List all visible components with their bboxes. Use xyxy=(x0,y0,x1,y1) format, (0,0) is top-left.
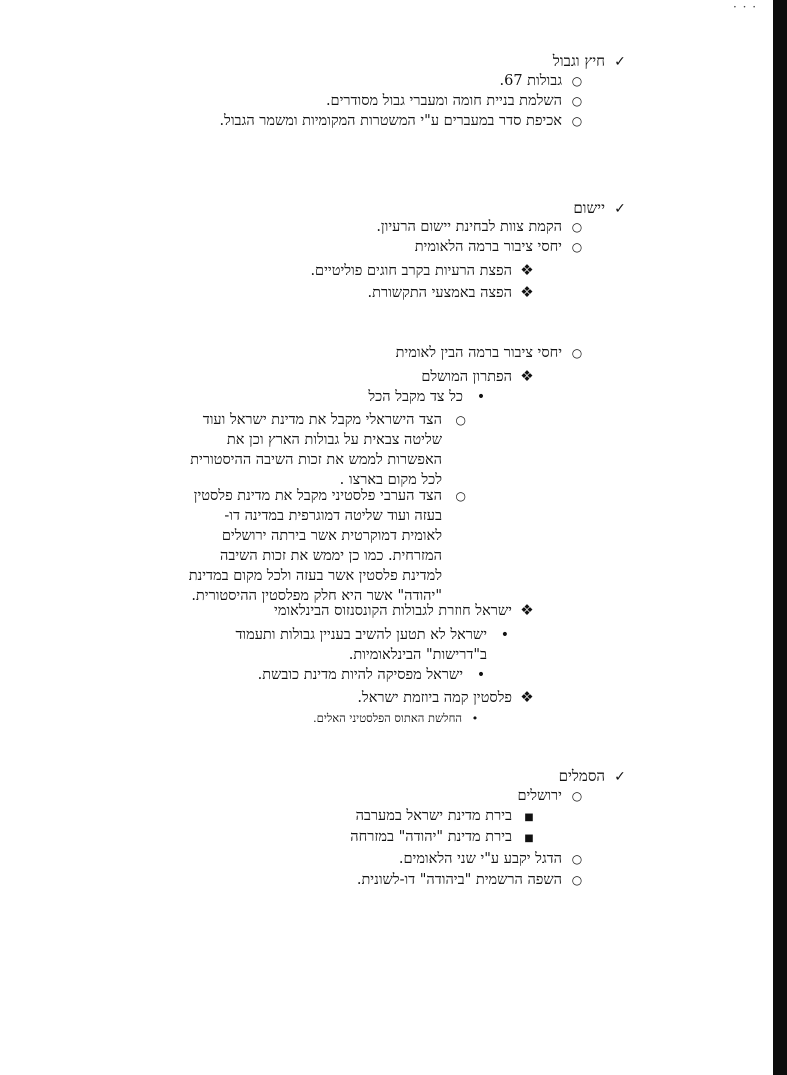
list-item: ❖פלסטין קמה ביוזמת ישראל. xyxy=(357,688,534,706)
circle-bullet-icon: ○ xyxy=(571,114,583,128)
circle-bullet-icon: ○ xyxy=(571,789,583,803)
dot-bullet-icon: • xyxy=(471,712,479,725)
list-item: •כל צד מקבל הכל xyxy=(368,389,486,405)
list-item: ○הדגל יקבע ע"י שני הלאומים. xyxy=(398,851,583,867)
section-heading-symbols xyxy=(559,767,629,786)
check-icon: ✓ xyxy=(614,769,626,785)
section-heading-implementation xyxy=(573,199,629,218)
diamond-bullet-icon: ❖ xyxy=(520,688,534,706)
paragraph-israeli-side: ○ הצד הישראלי מקבל את מדינת ישראל ועוד שליטה צבאית על גבולות הארץ וכן את האפשרות לממש את זכות השיבה ההיסטורית לכל מקום בארצו . xyxy=(190,412,466,488)
list-item: ❖הפצה באמצעי התקשורת. xyxy=(367,283,534,301)
list-item: ○אכיפת סדר במעברים ע"י המשטרות המקומיות ומשמר הגבול. xyxy=(219,113,583,129)
list-item: •החלשת האתוס הפלסטיני האלים. xyxy=(313,711,479,725)
paragraph-borders: • ישראל לא תטען להשיב בעניין גבולות ותעמוד ב"דרישות" הבינלאומיות. xyxy=(235,627,509,663)
list-item: ○ירושלים xyxy=(517,788,583,804)
list-item: ○יחסי ציבור ברמה הבין לאומית xyxy=(395,345,583,361)
list-item: ○יחסי ציבור ברמה הלאומית xyxy=(414,239,583,255)
list-item: ❖הפתרון המושלם xyxy=(421,367,534,385)
circle-bullet-icon: ○ xyxy=(571,240,583,254)
heading-text: יישום xyxy=(573,199,605,217)
square-bullet-icon: ■ xyxy=(524,812,534,823)
list-item: ○הקמת צוות לבחינת יישום הרעיון. xyxy=(376,219,583,235)
list-item: ■בירת מדינת "יהודה" במזרחה xyxy=(350,829,534,845)
dot-bullet-icon: • xyxy=(476,389,486,405)
list-item: ❖הפצת הרעיות בקרב חוגים פוליטיים. xyxy=(310,261,534,279)
diamond-bullet-icon: ❖ xyxy=(520,283,534,301)
circle-bullet-icon: ○ xyxy=(571,74,583,88)
dot-bullet-icon: • xyxy=(500,627,509,643)
check-icon: ✓ xyxy=(614,201,626,217)
check-icon: ✓ xyxy=(614,54,626,70)
list-item: ○השלמת בניית חומה ומעברי גבול מסודרים. xyxy=(325,93,583,109)
circle-bullet-icon: ○ xyxy=(571,873,583,887)
dot-bullet-icon: • xyxy=(476,667,486,683)
list-item: ○השפה הרשמית "ביהודה" דו-לשונית. xyxy=(356,872,583,888)
paragraph-palestinian-side: ○ הצד הערבי פלסטיני מקבל את מדינת פלסטין בעזה ועוד שליטה דמוגרפית במדינה דו- לאומית דמוקרטית אשר בירתה ירושלים המזרחית. כמו כן יממש את זכות השיבה למדינת פלסטין אשר בעזה ולכל מקום במדינת "יהודה" אשר היא חלק מפלסטין ההיסטורית. xyxy=(188,488,466,604)
circle-bullet-icon: ○ xyxy=(571,94,583,108)
scan-edge xyxy=(773,0,787,1075)
list-item: ○גבולות 67. xyxy=(499,73,583,89)
diamond-bullet-icon: ❖ xyxy=(520,367,534,385)
circle-bullet-icon: ○ xyxy=(455,489,466,503)
circle-bullet-icon: ○ xyxy=(455,413,466,427)
section-heading-border xyxy=(553,52,629,71)
list-item: ■בירת מדינת ישראל במערבה xyxy=(355,808,534,824)
list-item: ❖ישראל חוזרת לגבולות הקונסנזוס הבינלאומי xyxy=(274,601,534,619)
heading-text: חיץ וגבול xyxy=(552,52,605,70)
corner-mark: · · · xyxy=(733,0,758,14)
square-bullet-icon: ■ xyxy=(524,833,534,844)
heading-text: הסמלים xyxy=(558,767,605,785)
circle-bullet-icon: ○ xyxy=(571,852,583,866)
list-item: •ישראל מפסיקה להיות מדינת כובשת. xyxy=(257,667,486,683)
circle-bullet-icon: ○ xyxy=(571,220,583,234)
diamond-bullet-icon: ❖ xyxy=(520,601,534,619)
circle-bullet-icon: ○ xyxy=(571,346,583,360)
diamond-bullet-icon: ❖ xyxy=(520,261,534,279)
